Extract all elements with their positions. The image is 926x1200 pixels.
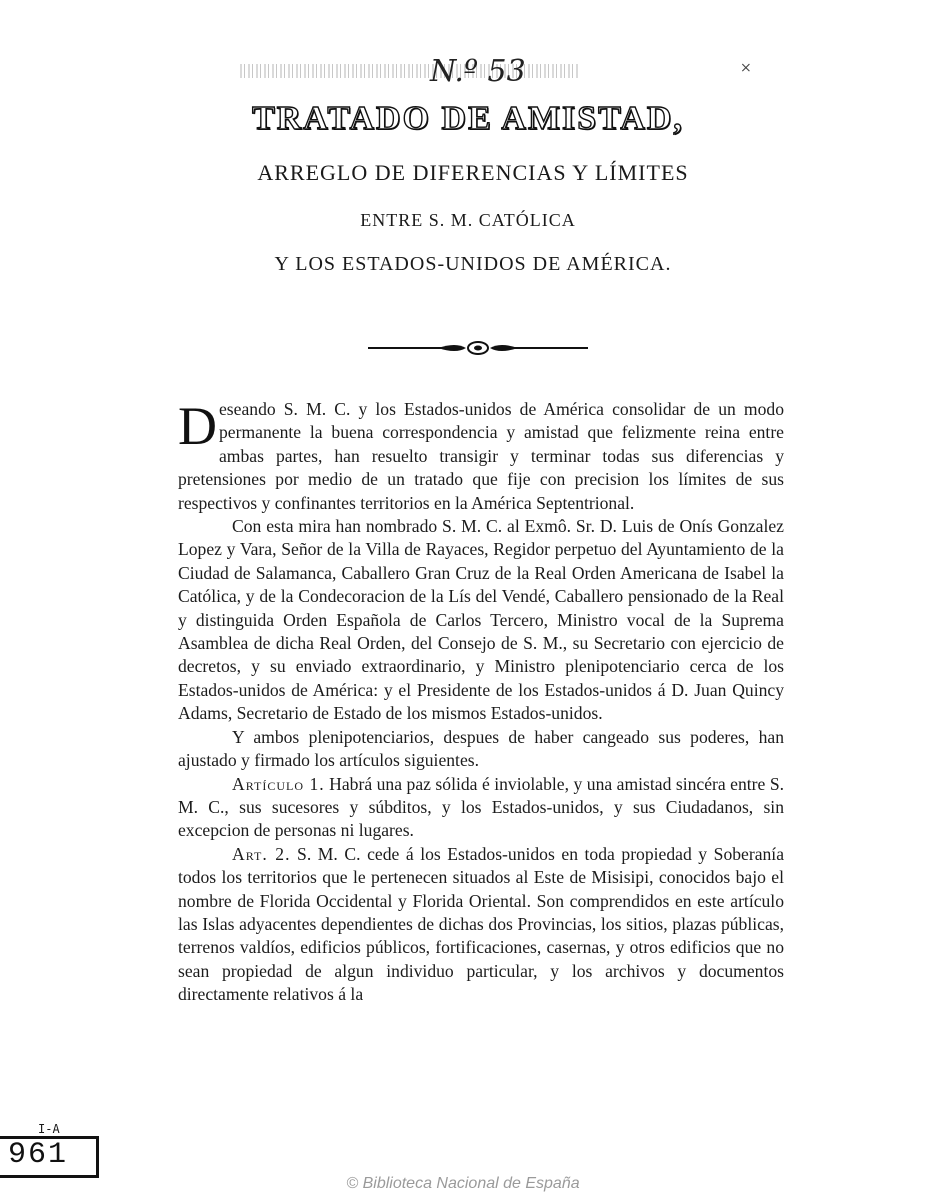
article-1-label: Artículo 1. bbox=[232, 773, 325, 794]
shelfmark-prefix: I-A bbox=[38, 1122, 60, 1136]
shelfmark-tag bbox=[0, 1122, 110, 1174]
document-number: N.º 53 bbox=[430, 54, 526, 89]
paragraph-agreement: Y ambos plenipotenciarios, despues de haber cangeado sus poderes, han ajustado y firmado los artículos siguientes. bbox=[178, 726, 784, 771]
paragraph-preamble bbox=[178, 398, 784, 515]
corner-mark-icon: × bbox=[740, 60, 752, 76]
title-line-1: TRATADO DE AMISTAD, bbox=[252, 100, 684, 137]
article-2-text: S. M. C. cede á los Estados-unidos en toda propiedad y Soberanía todos los territorios que le pertenecen situados al Este de Misisipi, conocidos bajo el nombre de Florida Occidental y Florida Oriental. Son comprendidos en este artículo las Islas adyacentes dependientes de dichas dos Provincias, los sitios, plazas públicas, terrenos valdíos, edificios públicos, fortificaciones, casernas, y otros edificios que no sean propiedad de algun individuo particular, y los archivos y documentos directamente relativos á la bbox=[178, 843, 785, 1005]
drop-cap: D bbox=[178, 396, 217, 456]
article-1 bbox=[178, 773, 784, 843]
article-2-label: Art. 2. bbox=[232, 843, 291, 864]
title-line-3: ENTRE S. M. CATÓLICA bbox=[360, 210, 576, 230]
title-block bbox=[0, 100, 926, 276]
treaty-body bbox=[178, 398, 784, 1007]
stamp-smudge bbox=[240, 64, 580, 78]
shelfmark-number: 961 bbox=[8, 1138, 69, 1172]
preamble-text: eseando S. M. C. y los Estados-unidos de América consolidar de un modo permanente la buena correspondencia y amistad que felizmente reina entre ambas partes, han resuelto transigir y terminar todas sus diferencias y pretensiones por medio de un tratado que fije con precision los límites de sus respectivos y confinantes territorios en la América Septentrional. bbox=[178, 399, 784, 513]
paragraph-plenipotentiaries: Con esta mira han nombrado S. M. C. al Exmô. Sr. D. Luis de Onís Gonzalez Lopez y Vara, Señor de la Villa de Rayaces, Regidor perpetuo del Ayuntamiento de la Ciudad de Salamanca, Caballero Gran Cruz de la Real Orden Americana de Isabel la Católica, y de la Condecoracion de la Lís del Vendé, Caballero pensionado de la Real y distinguida Orden Española de Carlos Tercero, Ministro vocal de la Suprema Asamblea de dicha Real Orden, del Consejo de S. M., su Secretario con ejercicio de decretos, y su enviado extraordinario, y Ministro plenipotenciario cerca de los Estados-unidos de América: y el Presidente de los Estados-unidos á D. Juan Quincy Adams, Secretario de Estado de los mismos Estados-unidos. bbox=[178, 516, 784, 724]
article-2 bbox=[178, 843, 784, 1007]
article-1-text: Habrá una paz sólida é inviolable, y una amistad sincéra entre S. M. C., sus sucesores y súbditos, y los Estados-unidos, y sus Ciudadanos, sin excepcion de personas ni lugares. bbox=[178, 773, 785, 841]
title-line-2: ARREGLO DE DIFERENCIAS Y LÍMITES bbox=[257, 160, 689, 185]
number-stamp bbox=[240, 52, 580, 92]
library-credit: © Biblioteca Nacional de España bbox=[346, 1175, 580, 1192]
title-line-4: Y LOS ESTADOS-UNIDOS DE AMÉRICA. bbox=[274, 253, 672, 275]
ornament-divider-icon bbox=[368, 338, 588, 358]
